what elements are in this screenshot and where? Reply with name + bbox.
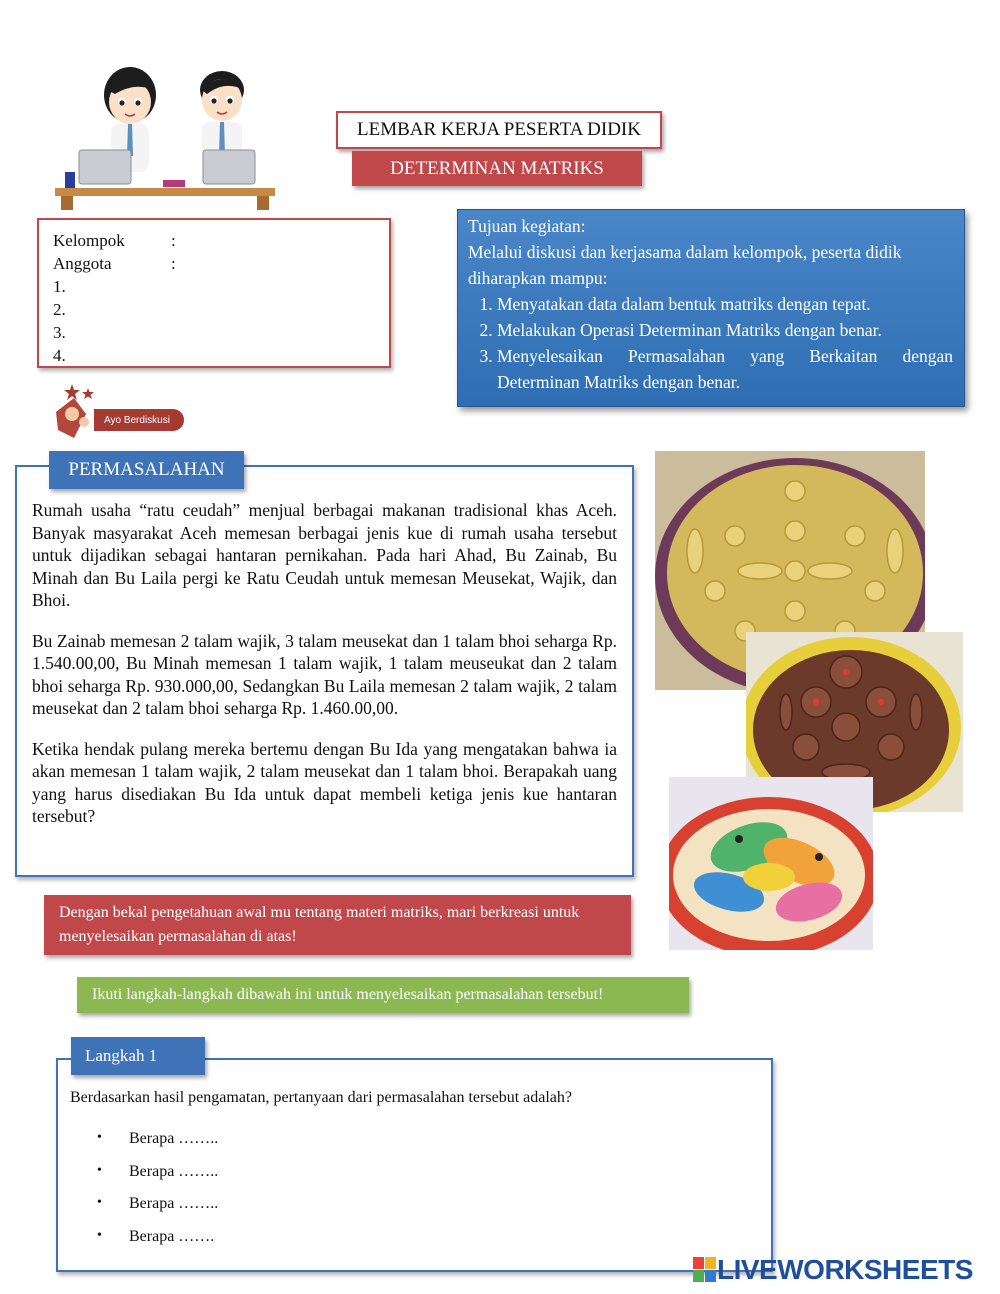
answer-text: Berapa ……. xyxy=(129,1227,215,1245)
liveworksheets-wordmark: LIVEWORKSHEETS xyxy=(717,1254,973,1285)
kelompok-row xyxy=(53,229,389,252)
discussion-badge-label: Ayo Berdiskusi xyxy=(94,409,184,431)
member-3: 3. xyxy=(53,323,66,342)
liveworksheets-logo-icon xyxy=(693,1257,717,1283)
step-1-answer-list xyxy=(97,1130,218,1260)
problem-paragraph: Ketika hendak pulang mereka bertemu dengan Bu Ida yang mengatakan bahwa ia akan memesan 1 talam wajik, 2 talam meusekat dan 1 talam bhoi. Berapakah uang yang harus disediakan Bu Ida untuk dapat membeli ketiga jenis kue hantaran tersebut? xyxy=(32,738,617,826)
answer-text: Berapa …….. xyxy=(129,1130,219,1147)
worksheet-title: LEMBAR KERJA PESERTA DIDIK xyxy=(336,111,662,149)
worksheet-subtitle: DETERMINAN MATRIKS xyxy=(352,151,642,186)
goals-intro: Melalui diskusi dan kerjasama dalam kelompok, peserta didik diharapkan mampu: xyxy=(468,242,902,288)
instruction-note: Dengan bekal pengetahuan awal mu tentang materi matriks, mari berkreasi untuk menyelesaikan permasalahan di atas! xyxy=(44,895,631,955)
answer-item[interactable] xyxy=(97,1130,218,1163)
goal-item: 1. Menyatakan data dalam bentuk matriks dengan tepat. xyxy=(497,291,953,317)
answer-text: Berapa …….. xyxy=(129,1195,219,1212)
goal-item: 2. Melakukan Operasi Determinan Matriks dengan benar. xyxy=(497,317,953,343)
problem-paragraph: Bu Zainab memesan 2 talam wajik, 3 talam meusekat dan 1 talam bhoi seharga Rp. 1.540.00,00, Bu Minah memesan 1 talam wajik, 1 talam meuseukat dan 2 talam bhoi seharga Rp. 930.000,00, Sedangkan Bu Laila memesan 2 talam wajik, 2 talam meusekat dan 2 talam bhoi seharga Rp. 1.460.00,00. xyxy=(32,630,617,718)
bullet: • xyxy=(97,1195,102,1210)
problem-box xyxy=(15,465,634,877)
bullet: • xyxy=(97,1162,102,1178)
group-info-box xyxy=(37,218,391,368)
member-2: 2. xyxy=(53,300,66,319)
problem-paragraph: Rumah usaha “ratu ceudah” menjual berbagai makanan tradisional khas Aceh. Banyak masyarakat Aceh memesan berbagai jenis kue di rumah usaha tersebut untuk dijadikan sebagai hantaran pernikahan. Pada hari Ahad, Bu Zainab, Bu Minah dan Bu Laila pergi ke Ratu Ceudah untuk memesan Meusekat, Wajik, dan Bhoi. xyxy=(32,500,617,610)
anggota-row xyxy=(53,252,389,275)
liveworksheets-logo xyxy=(693,1255,973,1285)
goals-list xyxy=(468,291,953,395)
answer-item[interactable] xyxy=(97,1163,218,1196)
steps-note: Ikuti langkah-langkah dibawah ini untuk menyelesaikan permasalahan tersebut! xyxy=(77,977,689,1013)
bullet: • xyxy=(97,1227,102,1243)
answer-item[interactable] xyxy=(97,1228,218,1261)
anggota-colon: : xyxy=(171,254,176,273)
member-4: 4. xyxy=(53,346,66,365)
answer-item[interactable] xyxy=(97,1195,218,1228)
learning-goals-box xyxy=(457,209,965,407)
member-1: 1. xyxy=(53,277,66,296)
kelompok-label: Kelompok xyxy=(53,231,125,250)
anggota-label: Anggota xyxy=(53,254,112,273)
bullet: • xyxy=(97,1130,102,1145)
answer-text: Berapa …….. xyxy=(129,1162,219,1180)
problem-tab: PERMASALAHAN xyxy=(49,451,244,489)
discussion-badge-icon xyxy=(50,378,100,440)
step-1-question: Berdasarkan hasil pengamatan, pertanyaan dari permasalahan tersebut adalah? xyxy=(70,1089,572,1106)
bhoi-photo xyxy=(669,777,873,950)
goals-heading: Tujuan kegiatan: xyxy=(468,216,586,236)
goal-item: 3. Menyelesaikan Permasalahan yang Berkaitan dengan Determinan Matriks dengan benar. xyxy=(497,343,953,395)
kelompok-colon: : xyxy=(171,231,176,250)
step-1-tab: Langkah 1 xyxy=(71,1037,205,1075)
students-illustration xyxy=(55,60,275,210)
